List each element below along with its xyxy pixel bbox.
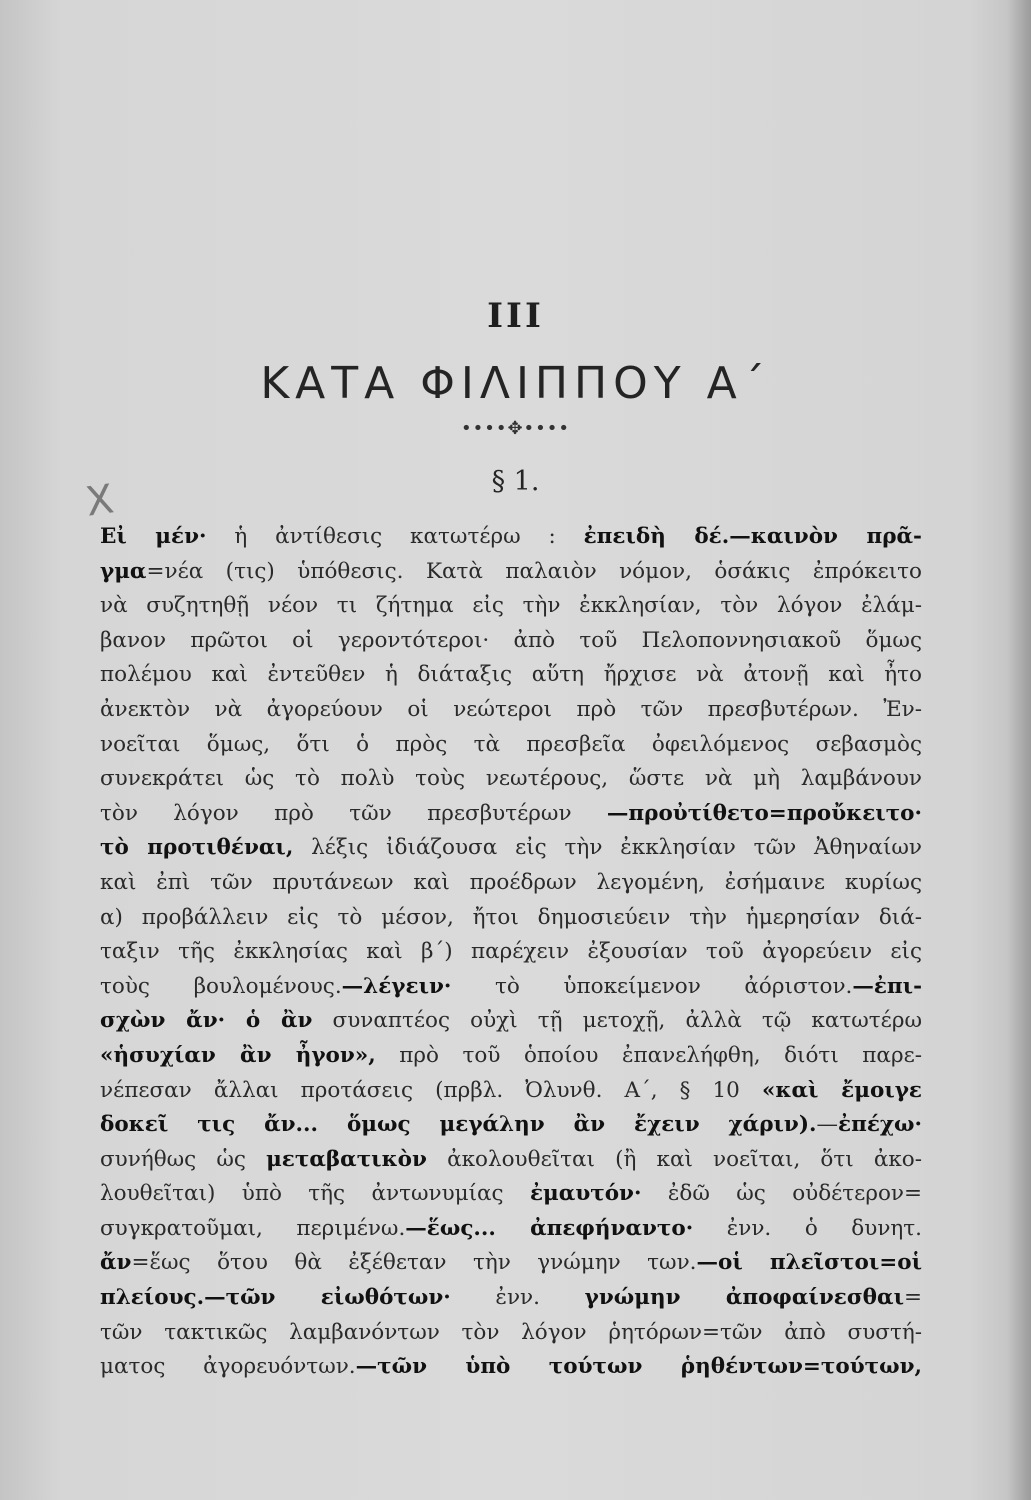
bold-lemma: πλείους.—τῶν εἰωθότων· (100, 1285, 451, 1311)
bold-lemma: —λέγειν· (341, 973, 452, 999)
text-segment: λέξις ἰδιάζουσα εἰς τὴν ἐκκλησίαν τῶν Ἀθηναίων (293, 835, 922, 861)
bold-lemma: —ἐπι- (852, 973, 922, 999)
text-segment: ἀκολουθεῖται (ἢ καὶ νοεῖται, ὅτι ἀκο- (426, 1146, 922, 1172)
text-segment: συνεκράτει ὡς τὸ πολὺ τοὺς νεωτέρους, ὥστε νὰ μὴ λαμβάνουν (100, 766, 922, 792)
bold-lemma: —ἕως... ἀπεφήναντο· (405, 1215, 694, 1241)
bold-lemma: τὸ προτιθέναι, (100, 835, 294, 861)
bold-lemma: —τῶν ὑπὸ τούτων ῥηθέντων=τούτων, (355, 1354, 922, 1380)
bold-lemma: δοκεῖ τις ἄν... ὅμως μεγάλην ἂν ἔχειν χάριν). (100, 1112, 817, 1138)
text-segment: συγκρατοῦμαι, περιμένω. (100, 1215, 406, 1241)
text-line (100, 1039, 922, 1074)
text-segment: α) προβάλλειν εἰς τὸ μέσον, ἤτοι δημοσιεύειν τὴν ἡμερησίαν διά- (100, 904, 922, 930)
text-segment: πρὸ τοῦ ὁποίου ἐπανελήφθη, διότι παρε- (375, 1042, 922, 1068)
bold-lemma: ἄν (100, 1250, 132, 1276)
text-segment: νοεῖται ὅμως, ὅτι ὁ πρὸς τὰ πρεσβεῖα ὀφειλόμενος σεβασμὸς (100, 731, 922, 757)
bold-lemma: γνώμην ἀποφαίνεσθαι (584, 1285, 904, 1311)
title-ornament: ••••✥•••• (460, 418, 571, 439)
bold-lemma: —οἱ πλεῖστοι=οἱ (696, 1250, 922, 1276)
page-spine-shadow (1007, 0, 1031, 1500)
text-segment: = (903, 1285, 922, 1311)
text-line (100, 1143, 922, 1178)
text-segment: καὶ ἐπὶ τῶν πρυτάνεων καὶ προέδρων λεγομένη, ἐσήμαινε κυρίως (100, 869, 922, 895)
bold-lemma: μεταβατικὸν (266, 1146, 427, 1172)
text-line (100, 970, 922, 1005)
text-segment: βανον πρῶτοι οἱ γεροντότεροι· ἀπὸ τοῦ Πελοποννησιακοῦ ὅμως (100, 627, 922, 653)
text-line (100, 624, 922, 659)
text-line (100, 1177, 922, 1212)
bold-lemma: —προὐτίθετο=προὔκειτο· (606, 800, 922, 826)
bold-lemma: ἐμαυτόν· (529, 1181, 642, 1207)
text-line (100, 658, 922, 693)
text-segment: ἐδῶ ὡς οὐδέτερον= (641, 1181, 922, 1207)
text-segment: ἡ ἀντίθεσις κατωτέρω : (206, 524, 584, 549)
text-line (100, 1108, 922, 1143)
bold-lemma: ἐπειδὴ δέ.—καινὸν πρᾶ- (583, 524, 922, 549)
text-line (100, 1281, 922, 1316)
text-segment: τὸν λόγον πρὸ τῶν πρεσβυτέρων (100, 800, 607, 826)
text-segment: =νέα (τις) ὑπόθεσις. Κατὰ παλαιὸν νόμον, ὁσάκις ἐπρόκειτο (146, 558, 922, 584)
text-line (100, 693, 922, 728)
text-segment: ταξιν τῆς ἐκκλησίας καὶ β΄) παρέχειν ἐξουσίαν τοῦ ἀγορεύειν εἰς (100, 939, 922, 965)
text-segment: ἐνν. (450, 1285, 585, 1311)
text-line (100, 762, 922, 797)
text-segment: — (816, 1112, 839, 1138)
text-segment: τὸ ὑποκείμενον ἀόριστον. (451, 973, 853, 999)
bold-lemma: σχὼν ἄν· ὁ ἂν (100, 1008, 313, 1034)
text-line (100, 555, 922, 590)
text-line (100, 1246, 922, 1281)
text-segment: λουθεῖται) ὑπὸ τῆς ἀντωνυμίας (100, 1181, 530, 1207)
bold-lemma: ἐπέχω· (838, 1112, 922, 1138)
text-line (100, 1350, 922, 1385)
chapter-number: III (487, 296, 544, 336)
text-line (100, 1004, 922, 1039)
text-line (100, 901, 922, 936)
text-line (100, 1074, 922, 1109)
text-line (100, 866, 922, 901)
text-line (100, 728, 922, 763)
text-segment: νὰ συζητηθῇ νέον τι ζήτημα εἰς τὴν ἐκκλησίαν, τὸν λόγον ἐλάμ- (100, 593, 922, 619)
bold-lemma: «ἡσυχίαν ἂν ἦγον», (100, 1042, 376, 1068)
text-segment: ἀνεκτὸν νὰ ἀγορεύουν οἱ νεώτεροι πρὸ τῶν πρεσβυτέρων. Ἐν- (100, 696, 922, 722)
text-segment: τῶν τακτικῶς λαμβανόντων τὸν λόγον ῥητόρων=τῶν ἀπὸ συστή- (100, 1319, 922, 1345)
section-heading: § 1. (491, 466, 540, 497)
bold-lemma: γμα (100, 558, 147, 584)
text-segment: συναπτέος οὐχὶ τῇ μετοχῇ, ἀλλὰ τῷ κατωτέρω (312, 1008, 922, 1034)
text-line (100, 797, 922, 832)
text-line (100, 1316, 922, 1351)
text-segment: ματος ἀγορευόντων. (100, 1354, 356, 1380)
bold-lemma: Εἰ μέν· (100, 524, 207, 549)
text-segment: =ἕως ὅτου θὰ ἐξέθεταν τὴν γνώμην των. (131, 1250, 697, 1276)
commentary-text (100, 520, 922, 1385)
text-segment: τοὺς βουλομένους. (100, 973, 342, 999)
text-segment: νέπεσαν ἄλλαι προτάσεις (πρβλ. Ὀλυνθ. Α΄, § 10 (100, 1077, 762, 1103)
pencil-margin-mark: X (82, 476, 117, 526)
chapter-title: ΚΑΤΑ ΦΙΛΙΠΠΟΥ Α΄ (260, 358, 771, 409)
text-segment: συνήθως ὡς (100, 1146, 267, 1172)
text-line (100, 589, 922, 624)
text-segment: ἐνν. ὁ δυνητ. (693, 1215, 922, 1241)
text-line (100, 935, 922, 970)
text-line (100, 1212, 922, 1247)
bold-lemma: «καὶ ἔμοιγε (761, 1077, 922, 1103)
text-segment: πολέμου καὶ ἐντεῦθεν ἡ διάταξις αὕτη ἤρχισε νὰ ἀτονῇ καὶ ἦτο (100, 662, 922, 688)
text-line (100, 520, 922, 555)
text-line (100, 831, 922, 866)
